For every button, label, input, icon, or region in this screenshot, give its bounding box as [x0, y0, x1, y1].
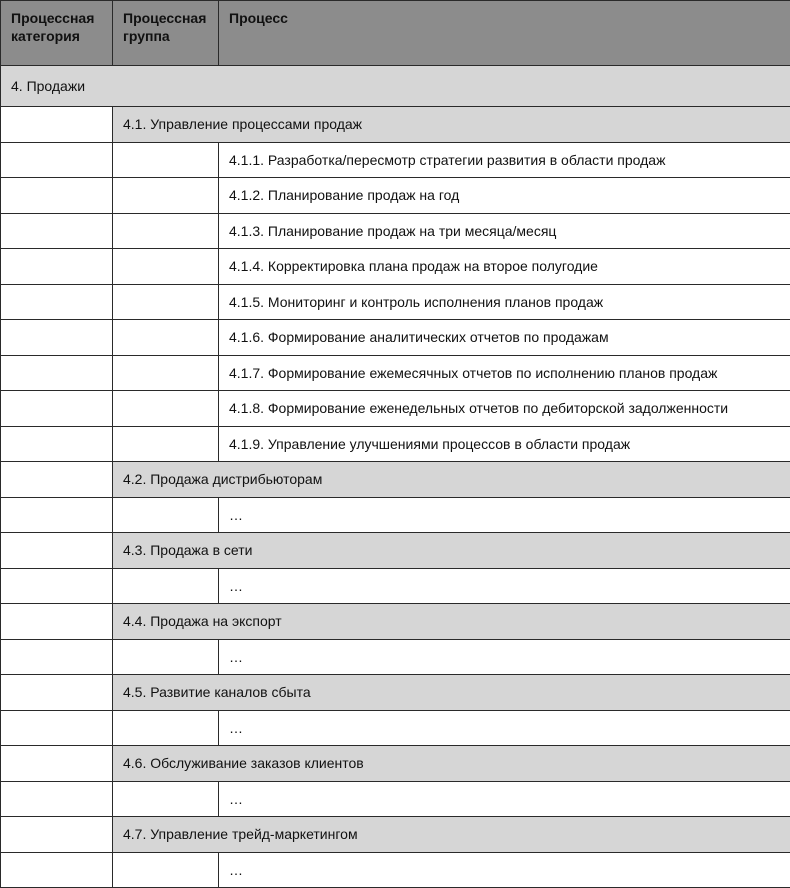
empty-cell: [1, 107, 113, 143]
process-row: [1, 391, 790, 427]
process-cell: 4.1.4. Корректировка плана продаж на второе полугодие: [219, 249, 790, 285]
process-cell: …: [219, 781, 790, 817]
process-row: [1, 568, 790, 604]
header-group: Процессная группа: [113, 1, 219, 66]
process-row: [1, 249, 790, 285]
empty-cell: [1, 746, 113, 782]
empty-cell: [113, 852, 219, 888]
process-row: [1, 781, 790, 817]
group-cell: 4.6. Обслуживание заказов клиентов: [113, 746, 790, 782]
process-cell: …: [219, 710, 790, 746]
empty-cell: [1, 284, 113, 320]
group-row: [1, 746, 790, 782]
process-row: [1, 355, 790, 391]
process-cell: 4.1.3. Планирование продаж на три месяца/месяц: [219, 213, 790, 249]
empty-cell: [113, 142, 219, 178]
group-row: [1, 462, 790, 498]
group-cell: 4.7. Управление трейд-маркетингом: [113, 817, 790, 853]
header-row: [1, 1, 790, 66]
empty-cell: [1, 852, 113, 888]
empty-cell: [1, 320, 113, 356]
empty-cell: [1, 781, 113, 817]
empty-cell: [113, 213, 219, 249]
group-cell: 4.1. Управление процессами продаж: [113, 107, 790, 143]
empty-cell: [113, 781, 219, 817]
group-row: [1, 604, 790, 640]
table-body: [1, 66, 790, 888]
group-row: [1, 817, 790, 853]
empty-cell: [1, 142, 113, 178]
empty-cell: [113, 426, 219, 462]
process-row: [1, 852, 790, 888]
process-cell: 4.1.6. Формирование аналитических отчетов по продажам: [219, 320, 790, 356]
process-cell: …: [219, 568, 790, 604]
group-cell: 4.3. Продажа в сети: [113, 533, 790, 569]
empty-cell: [113, 178, 219, 214]
group-row: [1, 675, 790, 711]
group-cell: 4.5. Развитие каналов сбыта: [113, 675, 790, 711]
process-cell: …: [219, 639, 790, 675]
category-row: [1, 66, 790, 107]
process-row: [1, 284, 790, 320]
empty-cell: [1, 249, 113, 285]
empty-cell: [1, 710, 113, 746]
process-cell: 4.1.8. Формирование еженедельных отчетов по дебиторской задолженности: [219, 391, 790, 427]
group-cell: 4.2. Продажа дистрибьюторам: [113, 462, 790, 498]
process-cell: 4.1.9. Управление улучшениями процессов в области продаж: [219, 426, 790, 462]
process-row: [1, 320, 790, 356]
empty-cell: [1, 675, 113, 711]
empty-cell: [1, 604, 113, 640]
process-row: [1, 213, 790, 249]
group-row: [1, 107, 790, 143]
empty-cell: [1, 213, 113, 249]
empty-cell: [113, 284, 219, 320]
process-cell: 4.1.7. Формирование ежемесячных отчетов по исполнению планов продаж: [219, 355, 790, 391]
empty-cell: [1, 178, 113, 214]
empty-cell: [113, 391, 219, 427]
group-row: [1, 533, 790, 569]
header-process: Процесс: [219, 1, 790, 66]
process-cell: 4.1.1. Разработка/пересмотр стратегии развития в области продаж: [219, 142, 790, 178]
process-row: [1, 710, 790, 746]
header-category: Процессная категория: [1, 1, 113, 66]
process-cell: 4.1.2. Планирование продаж на год: [219, 178, 790, 214]
category-cell: 4. Продажи: [1, 66, 790, 107]
group-cell: 4.4. Продажа на экспорт: [113, 604, 790, 640]
empty-cell: [113, 320, 219, 356]
empty-cell: [1, 355, 113, 391]
empty-cell: [113, 639, 219, 675]
process-cell: …: [219, 852, 790, 888]
empty-cell: [1, 497, 113, 533]
empty-cell: [1, 533, 113, 569]
process-row: [1, 639, 790, 675]
empty-cell: [113, 568, 219, 604]
empty-cell: [1, 426, 113, 462]
empty-cell: [1, 568, 113, 604]
process-row: [1, 178, 790, 214]
process-cell: 4.1.5. Мониторинг и контроль исполнения планов продаж: [219, 284, 790, 320]
empty-cell: [113, 497, 219, 533]
process-row: [1, 497, 790, 533]
empty-cell: [1, 462, 113, 498]
process-row: [1, 142, 790, 178]
empty-cell: [1, 817, 113, 853]
empty-cell: [113, 249, 219, 285]
empty-cell: [1, 391, 113, 427]
empty-cell: [113, 710, 219, 746]
empty-cell: [113, 355, 219, 391]
process-cell: …: [219, 497, 790, 533]
process-row: [1, 426, 790, 462]
empty-cell: [1, 639, 113, 675]
